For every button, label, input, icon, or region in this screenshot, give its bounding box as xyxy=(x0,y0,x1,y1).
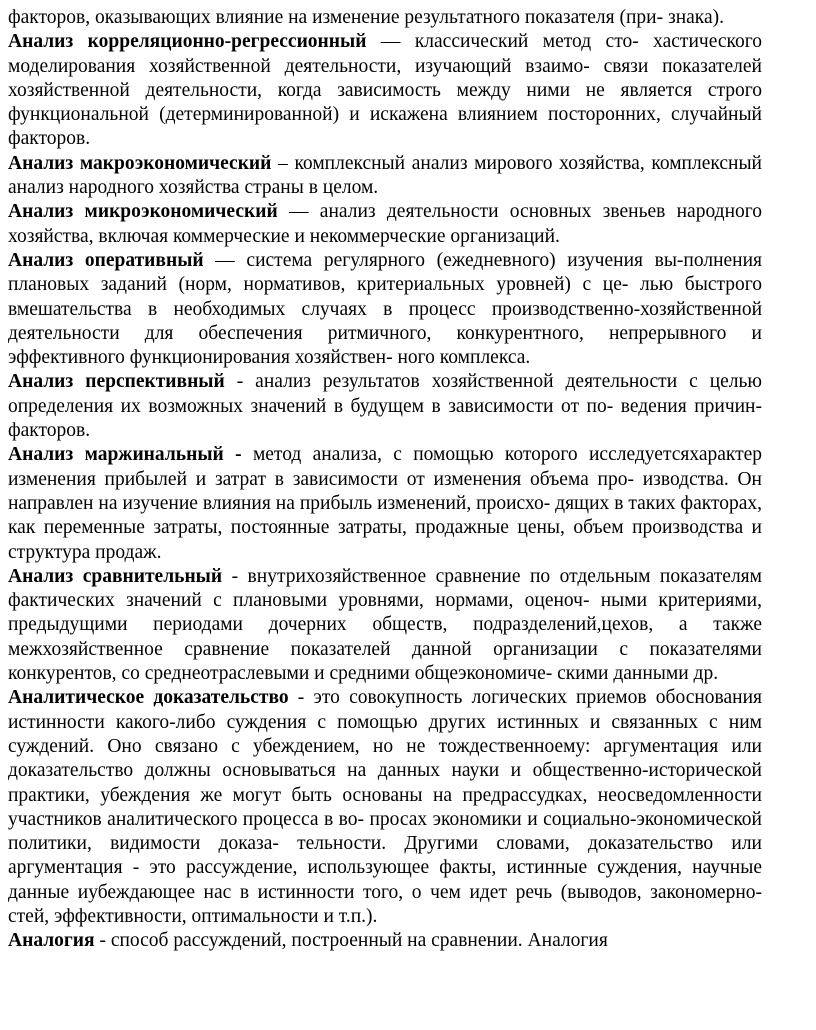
entry-text: метод анализа, с помощью которого исследуетсяхарактер изменения прибылей и затрат в зависимости от изменения объема про- изводства. Он направлен на изучение влияния на прибыль изменений, происхо- дящих в таких факторах, как переменные затраты, постоянные затраты, продажные цены, объем производства и структура продаж. xyxy=(8,444,763,563)
entry-term: Анализ макроэкономический xyxy=(8,152,272,174)
glossary-entry xyxy=(8,249,762,370)
glossary-entry xyxy=(8,370,762,443)
entry-separator: - xyxy=(94,930,111,952)
glossary-entry xyxy=(8,6,762,30)
entry-separator: - xyxy=(222,565,248,587)
entry-text: факторов, оказывающих влияние на изменение результатного показателя (при- знака). xyxy=(8,7,724,28)
entry-term: Анализ корреляционно-регрессионный xyxy=(8,31,367,53)
entry-text: анализ результатов хозяйственной деятельности с целью определения их возможных значений в будущем в зависимости от по- ведения причин-факторов. xyxy=(8,371,762,442)
entry-term: Анализ маржинальный - xyxy=(8,444,242,466)
glossary-entry xyxy=(8,565,762,686)
entry-text: внутрихозяйственное сравнение по отдельным показателям фактических значений с плановыми уровнями, нормами, оценоч- ными критериями, предыдущими периодами дочерних обществ, подразделений,цехов, а также межхозяйственное сравнение показателей данной организации с показателями конкурентов, со среднеотраслевыми и средними общеэкономиче- скими данными др. xyxy=(8,565,762,685)
entry-separator: — xyxy=(277,201,320,223)
glossary-entry xyxy=(8,152,762,201)
entry-term: Аналогия xyxy=(8,930,95,952)
glossary-entry xyxy=(8,200,762,249)
entry-term: Анализ оперативный xyxy=(8,249,204,271)
glossary-entry xyxy=(8,30,762,151)
entry-separator: — xyxy=(366,31,415,53)
glossary-entry xyxy=(8,929,762,953)
entry-term: Анализ сравнительный xyxy=(8,565,223,587)
entry-text: способ рассуждений, построенный на сравнении. Аналогия xyxy=(110,930,608,952)
glossary-entry xyxy=(8,443,762,564)
glossary-text xyxy=(8,6,762,954)
entry-text: это совокупность логических приемов обоснования истинности какого-либо суждения с помощью других истинных и связанных с ним суждений. Оно связано с убеждением, но не тождественноему: аргументация или доказательство должны основываться на данных науки и общественно-исторической практики, убеждения же могут быть основаны на предрассудках, неосведомленности участников аналитического процесса в во- просах экономики и социально-экономической политики, видимости доказа- тельности. Другими словами, доказательство или аргументация - это рассуждение, использующее факты, истинные суждения, научные данные иубеждающее нас в истинности того, о чем идет речь (выводов, закономерно- стей, эффективности, оптимальности и т.п.). xyxy=(8,687,762,927)
entry-text: анализ деятельности основных звеньев народного хозяйства, включая коммерческие и некоммерческие организаций. xyxy=(8,201,763,247)
entry-separator: — xyxy=(203,249,247,271)
entry-term: Анализ перспективный xyxy=(8,371,225,393)
entry-term: Аналитическое доказательство xyxy=(8,687,289,709)
glossary-entry xyxy=(8,686,762,929)
entry-text: система регулярного (ежедневного) изучения вы-полнения плановых заданий (норм, нормативов, критериальных уровней) с це- лью быстрого вмешательства в необходимых случаях в процесс производственно-хозяйственной деятельности для обеспечения ритмичного, конкурентного, непрерывного и эффективного функционирования хозяйствен- ного комплекса. xyxy=(8,249,763,369)
entry-separator xyxy=(242,444,253,465)
entry-separator: - xyxy=(288,687,314,709)
entry-term: Анализ микроэкономический xyxy=(8,201,278,223)
entry-text: комплексный анализ мирового хозяйства, комплексный анализ народного хозяйства страны в целом. xyxy=(8,152,762,199)
entry-separator: – xyxy=(271,152,295,174)
entry-separator: - xyxy=(224,371,256,393)
entry-text: классический метод сто- хастического моделирования хозяйственной деятельности, изучающий взаимо- связи показателей хозяйственной деятельности, когда зависимость между ними не является строго функциональной (детерминированной) и искажена влиянием посторонних, случайный факторов. xyxy=(8,31,762,150)
